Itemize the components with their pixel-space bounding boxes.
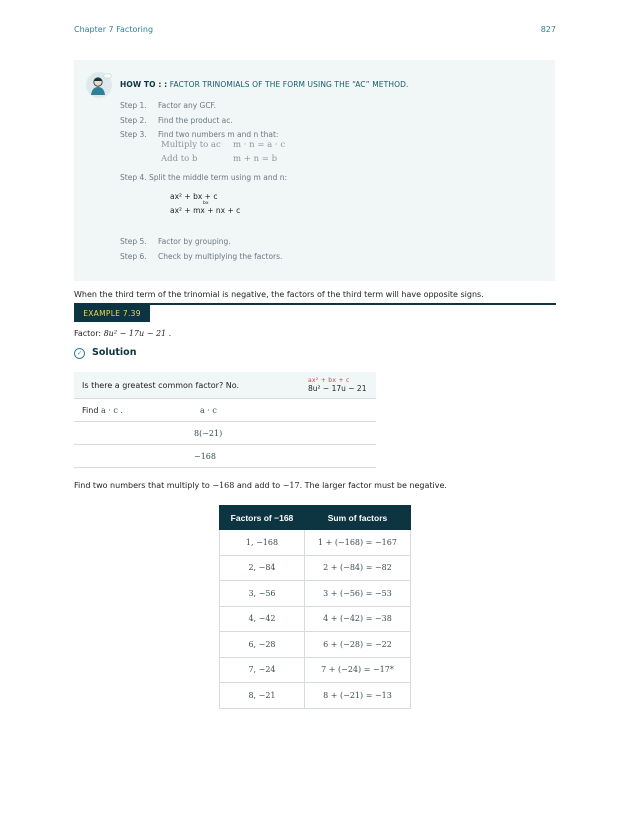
table-row: [220, 657, 411, 683]
add-equation: m + n = b: [233, 154, 278, 164]
step-number: Step 6.: [120, 252, 147, 261]
ac-product-expression: 8(−21): [194, 422, 270, 445]
page-number: 827: [540, 25, 556, 34]
step-number: Step 4.: [120, 173, 147, 182]
factors-header: Factors of −168: [220, 506, 305, 530]
para2-product: −168: [212, 481, 235, 490]
check-circle-icon: ✓: [74, 348, 85, 359]
table-row: [220, 530, 411, 556]
find-two-numbers-paragraph: [74, 481, 447, 490]
sum-header: Sum of factors: [304, 506, 410, 530]
step-number: Step 3.: [120, 130, 147, 139]
student-avatar-icon: [86, 72, 112, 98]
para2-text-3: . The larger factor must be negative.: [299, 481, 447, 490]
factor-sum: 6 + (−28) = −22: [304, 632, 410, 658]
factor-sum: 3 + (−56) = −53: [304, 581, 410, 607]
ac-product-value: −168: [194, 445, 270, 468]
factor-sum: 7 + (−24) = −17*: [304, 657, 410, 683]
factor-pair: 1, −168: [220, 530, 305, 556]
table-row: [74, 445, 376, 468]
table-row: [220, 632, 411, 658]
multiply-equation: m · n = a · c: [233, 140, 286, 150]
step-text: Find two numbers m and n that:: [158, 130, 279, 139]
split-middle-term: [170, 193, 240, 215]
step-text: Split the middle term using m and n:: [149, 173, 288, 182]
factor-sum: 2 + (−84) = −82: [304, 555, 410, 581]
step-2: [120, 116, 233, 125]
general-form: ax² + bx + c: [308, 376, 350, 384]
add-condition: [161, 154, 277, 164]
example-prompt: [74, 329, 171, 338]
split-bottom: ax² + mx + nx + c: [170, 206, 241, 215]
gcf-question: Is there a greatest common factor? No.: [74, 372, 300, 399]
find-label: Find: [82, 405, 99, 415]
step-number: Step 5.: [120, 237, 147, 246]
solution-label: Solution: [92, 347, 137, 358]
specific-trinomial: 8u² − 17u − 21: [308, 383, 367, 393]
factor-expression: 8u² − 17u − 21 .: [103, 329, 172, 338]
multiply-label: Multiply to ac: [161, 140, 221, 150]
table-row: [74, 422, 376, 445]
step-3: [120, 130, 278, 139]
solution-heading: [74, 347, 136, 359]
para2-sum: −17: [282, 481, 300, 490]
howto-title: [120, 80, 408, 89]
factor-pair: 6, −28: [220, 632, 305, 658]
step-6: [120, 252, 282, 261]
factor-sum: 1 + (−168) = −167: [304, 530, 410, 556]
split-top: ax² + bx + c: [170, 192, 218, 201]
opposite-signs-paragraph: When the third term of the trinomial is negative, the factors of the third term will have opposite signs.: [74, 290, 484, 299]
step-5: [120, 237, 231, 246]
factor-pair: 8, −21: [220, 683, 305, 709]
para2-text-1: Find two numbers that multiply to: [74, 481, 210, 490]
para2-text-2: and add to: [236, 481, 281, 490]
table-row: [220, 555, 411, 581]
factor-pair: 2, −84: [220, 555, 305, 581]
split-mid: bx: [203, 200, 209, 206]
ac-expression: a · c: [200, 399, 276, 422]
step-text: Factor any GCF.: [158, 101, 217, 110]
multiply-condition: [161, 140, 285, 150]
svg-text:···: ···: [105, 74, 108, 79]
table-row: [220, 683, 411, 709]
table-header-row: [220, 506, 411, 530]
find-ac-math: a · c .: [100, 405, 123, 415]
factor-sum: 8 + (−21) = −13: [304, 683, 410, 709]
solution-table: [74, 372, 376, 468]
factor-sum: 4 + (−42) = −38: [304, 606, 410, 632]
factors-table: [219, 505, 411, 709]
step-number: Step 2.: [120, 116, 147, 125]
example-badge: EXAMPLE 7.39: [74, 305, 150, 322]
step-text: Check by multiplying the factors.: [158, 252, 283, 261]
trinomial-form-cell: [300, 372, 376, 399]
table-row: [220, 606, 411, 632]
factor-pair: 3, −56: [220, 581, 305, 607]
step-number: Step 1.: [120, 101, 147, 110]
table-row: [74, 399, 376, 422]
factor-pair: 7, −24: [220, 657, 305, 683]
table-row: [74, 372, 376, 399]
table-row: [220, 581, 411, 607]
step-text: Find the product ac.: [158, 116, 233, 125]
factor-label: Factor:: [74, 329, 102, 338]
chapter-header: Chapter 7 Factoring: [74, 25, 154, 34]
step-4: [120, 173, 287, 182]
factor-pair: 4, −42: [220, 606, 305, 632]
step-1: [120, 101, 216, 110]
howto-title-bold: HOW TO : :: [120, 80, 168, 89]
howto-title-text: FACTOR TRINOMIALS OF THE FORM USING THE “AC” METHOD.: [167, 80, 409, 89]
add-label: Add to b: [161, 154, 198, 164]
step-text: Factor by grouping.: [158, 237, 231, 246]
howto-box: [74, 60, 555, 281]
